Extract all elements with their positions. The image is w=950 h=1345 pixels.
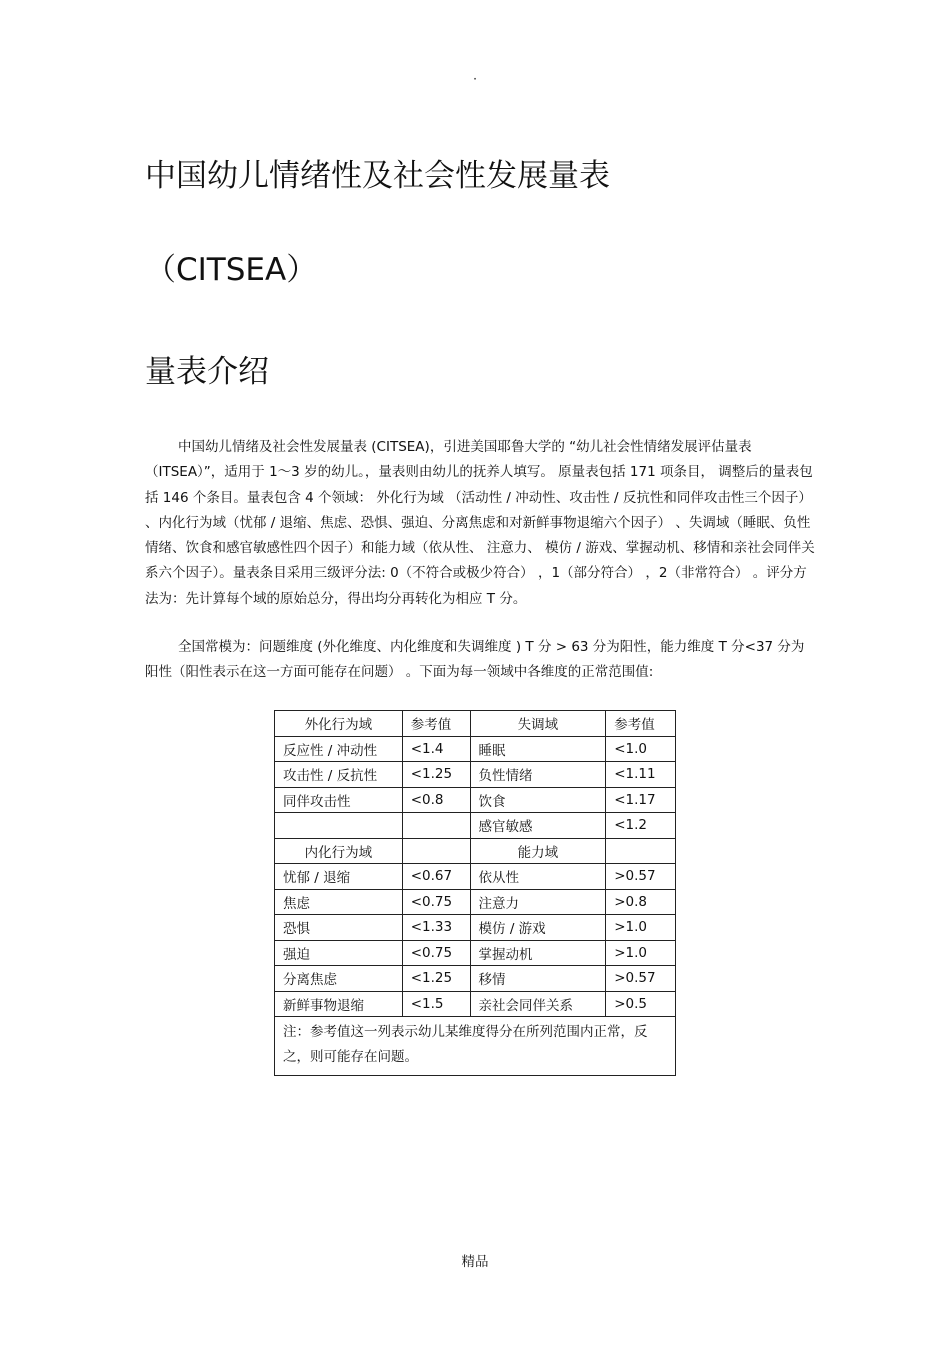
table-cell: [402, 813, 470, 839]
table-cell: <1.33: [402, 915, 470, 941]
table-cell: 注意力: [470, 889, 606, 915]
table-cell: <1.4: [402, 736, 470, 762]
table-cell: [606, 838, 676, 864]
table-row: [275, 736, 676, 762]
table-row: [275, 915, 676, 941]
table-cell: <0.75: [402, 889, 470, 915]
norm-paragraph-text: 全国常模为：问题维度 (外化维度、内化维度和失调维度 ) T 分 > 63 分为阳性，能力维度 T 分<37 分为阳性（阳性表示在这一方面可能存在问题） 。下面为每一领域中各维度的正常范围值:: [145, 639, 805, 681]
table-cell: [275, 813, 403, 839]
table-cell: <1.25: [402, 762, 470, 788]
table-cell: 能力域: [470, 838, 606, 864]
section-title: 量表介绍: [145, 354, 269, 390]
intro-paragraph-text: 中国幼儿情绪及社会性发展量表 (CITSEA)，引进美国耶鲁大学的 “幼儿社会性情绪发展评估量表（ITSEA）”，适用于 1～3 岁的幼儿。，量表则由幼儿的抚养人填写。 原量表包括 171 项条目， 调整后的量表包括 146 个条目。量表包含 4 个领域： 外化行为域 （活动性 / 冲动性、攻击性 / 反抗性和同伴攻击性三个因子） 、内化行为域（忧郁 / 退缩、焦虑、恐惧、强迫、分离焦虑和对新鲜事物退缩六个因子） 、失调域（睡眠、负性情绪、饮食和感官敏感性四个因子）和能力域（依从性、 注意力、 模仿 / 游戏、掌握动机、移情和亲社会同伴关系六个因子）。量表条目采用三级评分法: 0（不符合或极少符合） ，1（部分符合） ，2（非常符合） 。评分方法为：先计算每个域的原始总分，得出均分再转化为相应 T 分。: [145, 439, 815, 607]
table-cell: 分离焦虑: [275, 966, 403, 992]
table-row: [275, 940, 676, 966]
table-header-row: [275, 711, 676, 737]
table-cell: >0.57: [606, 966, 676, 992]
table-cell: <1.17: [606, 787, 676, 813]
table-cell: 模仿 / 游戏: [470, 915, 606, 941]
table-cell: 移情: [470, 966, 606, 992]
table-cell: 强迫: [275, 940, 403, 966]
norm-paragraph: [145, 635, 815, 686]
table-cell: 内化行为域: [275, 838, 403, 864]
table-cell: <0.8: [402, 787, 470, 813]
title-line-1: 中国幼儿情绪性及社会性发展量表: [145, 158, 610, 194]
title-line-2: （CITSEA）: [145, 252, 318, 288]
table-cell: >1.0: [606, 940, 676, 966]
table-cell: 亲社会同伴关系: [470, 991, 606, 1017]
table-row: [275, 991, 676, 1017]
table-cell: <1.0: [606, 736, 676, 762]
table-cell: 焦虑: [275, 889, 403, 915]
table-cell: 攻击性 / 反抗性: [275, 762, 403, 788]
table-cell: >0.8: [606, 889, 676, 915]
table-row: [275, 966, 676, 992]
table-cell: [402, 838, 470, 864]
table-note-row: [275, 1017, 676, 1076]
table-cell: 睡眠: [470, 736, 606, 762]
intro-paragraph: [145, 435, 815, 612]
page-footer: 精品: [461, 1254, 489, 1270]
table-cell: 反应性 / 冲动性: [275, 736, 403, 762]
table-note: 注：参考值这一列表示幼儿某维度得分在所列范围内正常，反之，则可能存在问题。: [275, 1017, 676, 1076]
table-cell: >0.5: [606, 991, 676, 1017]
table-cell: 参考值: [606, 711, 676, 737]
table-cell: <1.5: [402, 991, 470, 1017]
table-cell: 同伴攻击性: [275, 787, 403, 813]
table-cell: <0.67: [402, 864, 470, 890]
table-cell: 新鲜事物退缩: [275, 991, 403, 1017]
table-row: [275, 813, 676, 839]
table-cell: 饮食: [470, 787, 606, 813]
table-row: [275, 787, 676, 813]
table-row: [275, 889, 676, 915]
table-cell: <1.2: [606, 813, 676, 839]
header-dot: ·: [473, 72, 477, 86]
table-cell: 掌握动机: [470, 940, 606, 966]
table-cell: 忧郁 / 退缩: [275, 864, 403, 890]
table-cell: 感官敏感: [470, 813, 606, 839]
table-cell: 参考值: [402, 711, 470, 737]
table-cell: 失调域: [470, 711, 606, 737]
table-row: [275, 762, 676, 788]
reference-value-table: [274, 710, 676, 1076]
table-cell: >1.0: [606, 915, 676, 941]
table-cell: 恐惧: [275, 915, 403, 941]
table-cell: 依从性: [470, 864, 606, 890]
table-cell: <0.75: [402, 940, 470, 966]
table-row: [275, 864, 676, 890]
table-cell: >0.57: [606, 864, 676, 890]
table-subheader-row: [275, 838, 676, 864]
table-cell: 外化行为域: [275, 711, 403, 737]
table-cell: <1.11: [606, 762, 676, 788]
table-cell: 负性情绪: [470, 762, 606, 788]
table-cell: <1.25: [402, 966, 470, 992]
